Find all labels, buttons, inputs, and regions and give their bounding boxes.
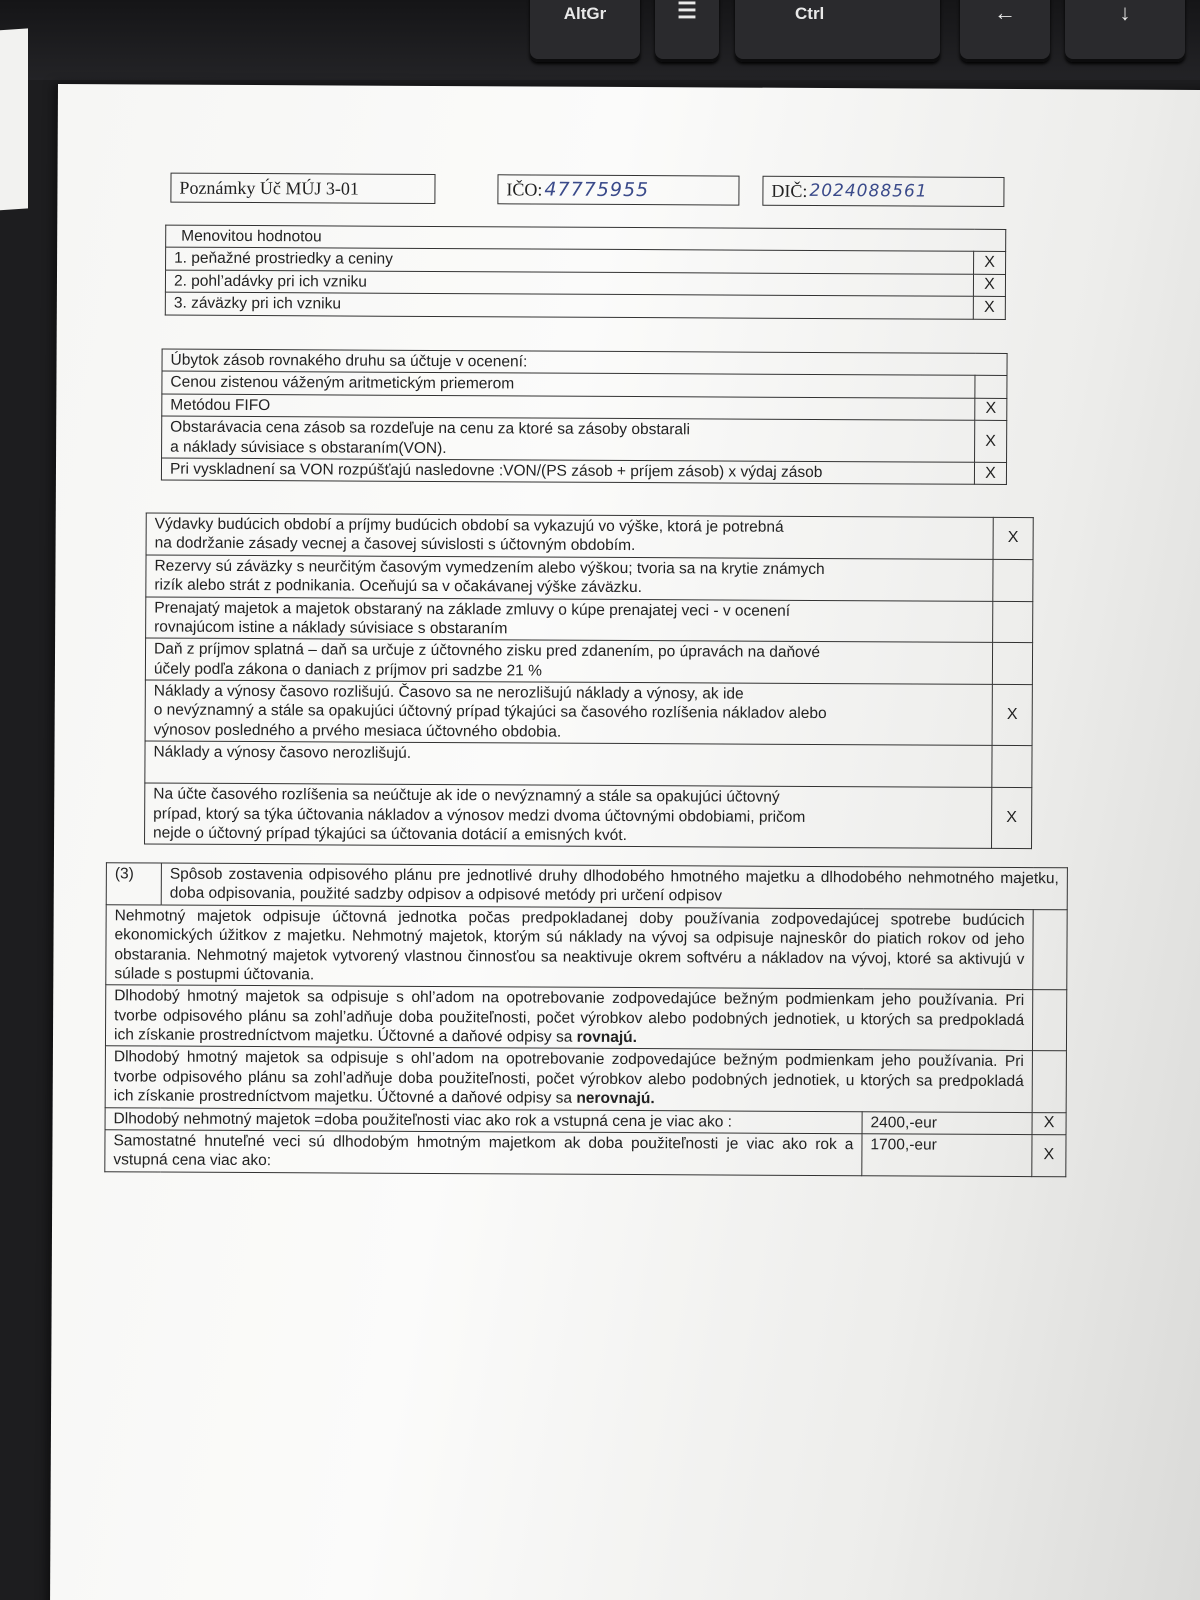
- row-line: Náklady a výnosy časovo nerozlišujú.: [153, 743, 412, 762]
- table-row: [146, 513, 993, 559]
- table-row: 2. pohl’adávky pri ich vzniku: [165, 270, 973, 297]
- table-row: [146, 555, 993, 601]
- table-row: [145, 783, 992, 849]
- table-row: [146, 596, 993, 642]
- table-row: 1. peňažné prostriedky a ceniny: [166, 247, 974, 274]
- row-line: Náklady a výnosy časovo rozlišujú. Časovo sa ne nerozlišujú náklady a výnosy, ak ide: [153, 682, 744, 703]
- ico-box: [497, 174, 739, 205]
- row-line: o nevýznamný a stále sa opakujúci účtovný prípad týkajúci sa časového rozlíšenia nákladov alebo: [153, 701, 827, 723]
- keyboard-background: [0, 0, 1200, 80]
- paragraph-text: Dlhodobý hmotný majetok sa odpisuje s ohl’adom na opotrebovanie zodpovedajúce bežným podmienkam jeho používania. Pri tvorbe odpisového plánu sa zohl’adňuje doba použiteľnosti, počet výrobkov alebo podobných jednotiek, u ktorých sa predpokladá ich získanie prostredníctvom majetku. Účtovné a daňové odpisy sa: [113, 1048, 1024, 1107]
- check-mark: X: [975, 398, 1007, 421]
- arrow-left-key-icon: ←: [960, 0, 1050, 62]
- dic-label: DIČ:: [771, 180, 808, 201]
- row-line: na dodržanie zásady vecnej a časovej súvislosti s účtovným obdobím.: [154, 534, 636, 555]
- depreciation-table: [104, 862, 1068, 1177]
- tangible-equal-paragraph: [105, 985, 1032, 1051]
- check-mark: X: [1032, 1134, 1066, 1176]
- movable-threshold-text: Samostatné hnuteľné veci sú dlhodobým hmotným majetkom ak doba použiteľnosti je viac ako rok a vstupná cena viac ako:: [105, 1130, 862, 1176]
- row-line: prípad, ktorý sa týka účtovania nákladov a výnosov medzi dvoma účtovnými obdobiami, pričom: [153, 805, 806, 826]
- check-mark: [992, 746, 1032, 788]
- check-mark-empty: [1033, 909, 1067, 990]
- check-mark: X: [974, 462, 1006, 485]
- dic-box: [762, 176, 1004, 207]
- row-line: rovnajúcom istine a náklady súvisiace s obstaraním: [154, 618, 508, 638]
- check-mark: X: [973, 274, 1005, 297]
- section-number: (3): [106, 863, 161, 905]
- ctrl-key: Ctrl: [735, 0, 940, 62]
- row-line: Výdavky budúcich období a príjmy budúcich období sa vykazujú vo výške, ktorá je potrebná: [154, 515, 784, 536]
- row-line: výnosov posledného a prvého mesiaca účtovného obdobia.: [153, 721, 562, 741]
- accruals-table: [144, 512, 1034, 849]
- inventory-valuation-title: Úbytok zásob rovnakého druhu sa účtuje v ocenení:: [162, 349, 1007, 376]
- paragraph-bold: nerovnajú.: [576, 1089, 655, 1108]
- check-mark-empty: [1032, 1051, 1066, 1112]
- depreciation-heading: Spôsob zostavenia odpisového plánu pre jednotlivé druhy dlhodobého hmotného majetku a dlhodobého nehmotného majetku, doba odpisovania, použité sadzby odpisov a odpisové metódy pri určení odpisov: [161, 863, 1067, 909]
- check-mark: [975, 376, 1007, 399]
- row-line: rizík alebo strát z podnikania. Oceňujú sa v očakávanej výške záväzku.: [154, 576, 643, 597]
- row-line: Daň z príjmov splatná – daň sa určuje z účtovného zisku pred zdanením, po úpravách na daňové: [153, 640, 821, 662]
- check-mark: X: [973, 296, 1005, 319]
- inventory-valuation-table: [161, 349, 1008, 486]
- intangible-threshold-text: Dlhodobý nehmotný majetok =doba použiteľnosti viac ako rok a vstupná cena je viac ako :: [105, 1107, 862, 1133]
- row-line: nejde o účtovný prípad týkajúci sa účtovania dotácií a emisných kvót.: [153, 824, 627, 844]
- document-page: [50, 84, 1200, 1600]
- table-row: [162, 416, 975, 462]
- row-line: a náklady súvisiace s obstaraním(VON).: [170, 438, 447, 457]
- table-row: [145, 680, 992, 746]
- nominal-value-table: [165, 225, 1006, 320]
- intangible-threshold-value: 2400,-eur: [862, 1111, 1032, 1134]
- check-mark: X: [975, 420, 1007, 462]
- notes-title: Poznámky Úč MÚJ 3-01: [179, 177, 359, 199]
- intangible-paragraph: Nehmotný majetok odpisuje účtovná jednotka počas predpokladanej doby používania zodpovedajúcej spotrebe budúcich ekonomických úžitkov z majetku. Nehmotný majetok, ktorým sú náklady na vývoj sa odpisuje najneskôr do piatich rokov od jeho obstarania. Nehmotný majetok vytvorený vlastnou činnosťou sa neaktivuje okrem softvéru a nákladov na vývoj, ktoré sa aktivujú v súlade s postupmi účtovania.: [106, 905, 1033, 990]
- check-mark: X: [992, 788, 1032, 849]
- row-line: Na účte časového rozlíšenia sa neúčtuje ak ide o nevýznamný a stále sa opakujúci účtovný: [153, 785, 780, 806]
- table-row: 3. záväzky pri ich vzniku: [165, 292, 973, 319]
- check-mark: X: [1032, 1112, 1066, 1135]
- paragraph-text: Dlhodobý hmotný majetok sa odpisuje s ohl’adom na opotrebovanie zodpovedajúce bežným podmienkam jeho používania. Pri tvorbe odpisového plánu sa zohl’adňuje doba použiteľnosti, počet výrobkov alebo podobných jednotiek, u ktorých sa predpokladá ich získanie prostredníctvom majetku. Účtovné a daňové odpisy sa: [113, 987, 1025, 1046]
- row-line: Prenajatý majetok a majetok obstaraný na základe zmluvy o kúpe prenajatej veci - v ocenení: [154, 599, 791, 620]
- check-mark: X: [992, 684, 1032, 745]
- check-mark: [993, 559, 1033, 601]
- ico-label: IČO:: [506, 178, 543, 200]
- row-line: Obstarávacia cena zásob sa rozdeľuje na cenu za ktoré sa zásoby obstarali: [170, 418, 691, 439]
- dic-value: 2024088561: [809, 180, 928, 202]
- nominal-value-title: Menovitou hodnotou: [166, 225, 1006, 252]
- check-mark-empty: [1032, 990, 1066, 1051]
- paragraph-bold: rovnajú.: [576, 1028, 638, 1047]
- row-line: Rezervy sú záväzky s neurčitým časovým vymedzením alebo výškou; tvoria sa na krytie známych: [154, 557, 825, 578]
- row-line: účely podľa zákona o daniach z príjmov pri sadzbe 21 %: [153, 660, 542, 680]
- ico-value: 47775955: [544, 178, 650, 202]
- movable-threshold-value: 1700,-eur: [862, 1134, 1032, 1177]
- table-row: Cenou zistenou váženým aritmetickým priemerom: [162, 371, 975, 398]
- background-paper-sheet: [0, 28, 28, 211]
- table-row: [145, 741, 992, 787]
- altgr-key: AltGr: [530, 0, 640, 62]
- arrow-down-key-icon: ↓: [1065, 0, 1185, 62]
- table-row: Metódou FIFO: [162, 394, 975, 421]
- check-mark: X: [974, 252, 1006, 275]
- table-row: Pri vyskladnení sa VON rozpúšťajú nasledovne :VON/(PS zásob + príjem zásob) x výdaj zásob: [161, 458, 974, 485]
- tangible-unequal-paragraph: [105, 1046, 1032, 1112]
- check-mark: [992, 643, 1032, 685]
- menu-key-icon: ☰: [655, 0, 719, 62]
- check-mark: X: [993, 517, 1033, 559]
- table-row: [145, 638, 992, 684]
- check-mark: [993, 601, 1033, 643]
- notes-title-box: [170, 173, 435, 204]
